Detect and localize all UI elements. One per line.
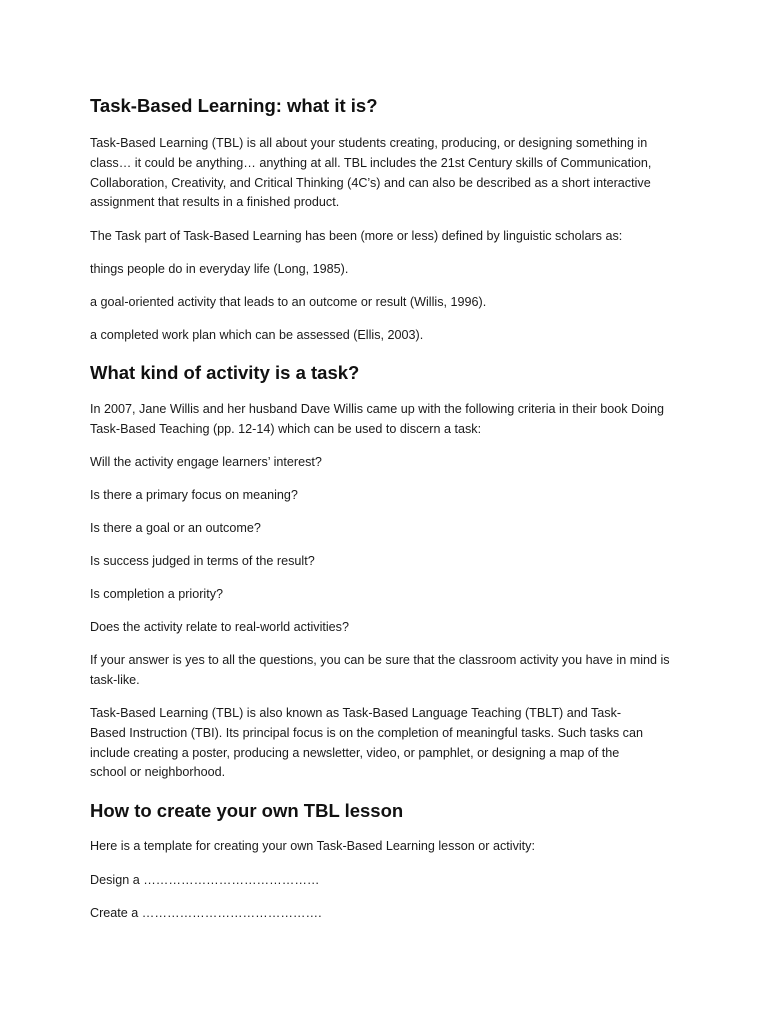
willis-criteria-intro: In 2007, Jane Willis and her husband Dave Willis came up with the following criteria in their book Doing Task-Based Teaching (pp. 12-14) which can be used to discern a task: [90,402,665,436]
criteria-question-result: Is success judged in terms of the result? [90,554,315,568]
criteria-question-completion: Is completion a priority? [90,587,223,601]
section-heading-activity-task: What kind of activity is a task? [90,362,360,383]
template-intro-paragraph: Here is a template for creating your own Task-Based Learning lesson or activity: [90,839,535,853]
template-line-create: Create a ……………………………………. [90,906,322,920]
definition-long: things people do in everyday life (Long, 1985). [90,262,349,276]
section-heading-what-it-is: Task-Based Learning: what it is? [90,95,378,116]
criteria-question-goal: Is there a goal or an outcome? [90,521,261,535]
section-heading-create-lesson: How to create your own TBL lesson [90,800,404,821]
criteria-conclusion-paragraph: If your answer is yes to all the questions, you can be sure that the classroom activity you have in mind is task-like. [90,653,670,687]
template-line-design: Design a …………………………………… [90,873,320,887]
criteria-question-real-world: Does the activity relate to real-world activities? [90,620,349,634]
tbl-aka-paragraph: Task-Based Learning (TBL) is also known as Task-Based Language Teaching (TBLT) and Task-Based Instruction (TBI). Its principal focus is on the completion of meaningful tasks. Such tasks can include creating a poster, producing a newsletter, video, or pamphlet, or designing a map of the school or neighborhood. [90,706,643,780]
definition-willis: a goal-oriented activity that leads to an outcome or result (Willis, 1996). [90,295,487,309]
task-definition-paragraph: The Task part of Task-Based Learning has been (more or less) defined by linguistic scholars as: [90,229,623,243]
criteria-question-meaning: Is there a primary focus on meaning? [90,488,298,502]
definition-ellis: a completed work plan which can be assessed (Ellis, 2003). [90,328,424,342]
tbl-intro-paragraph: Task-Based Learning (TBL) is all about your students creating, producing, or designing something in class… it could be anything… anything at all. TBL includes the 21st Century skills of Communication, Collaboration, Creativity, and Critical Thinking (4C’s) and can also be described as a short interactive assignment that results in a finished product. [90,136,652,210]
criteria-question-interest: Will the activity engage learners’ interest? [90,455,322,469]
